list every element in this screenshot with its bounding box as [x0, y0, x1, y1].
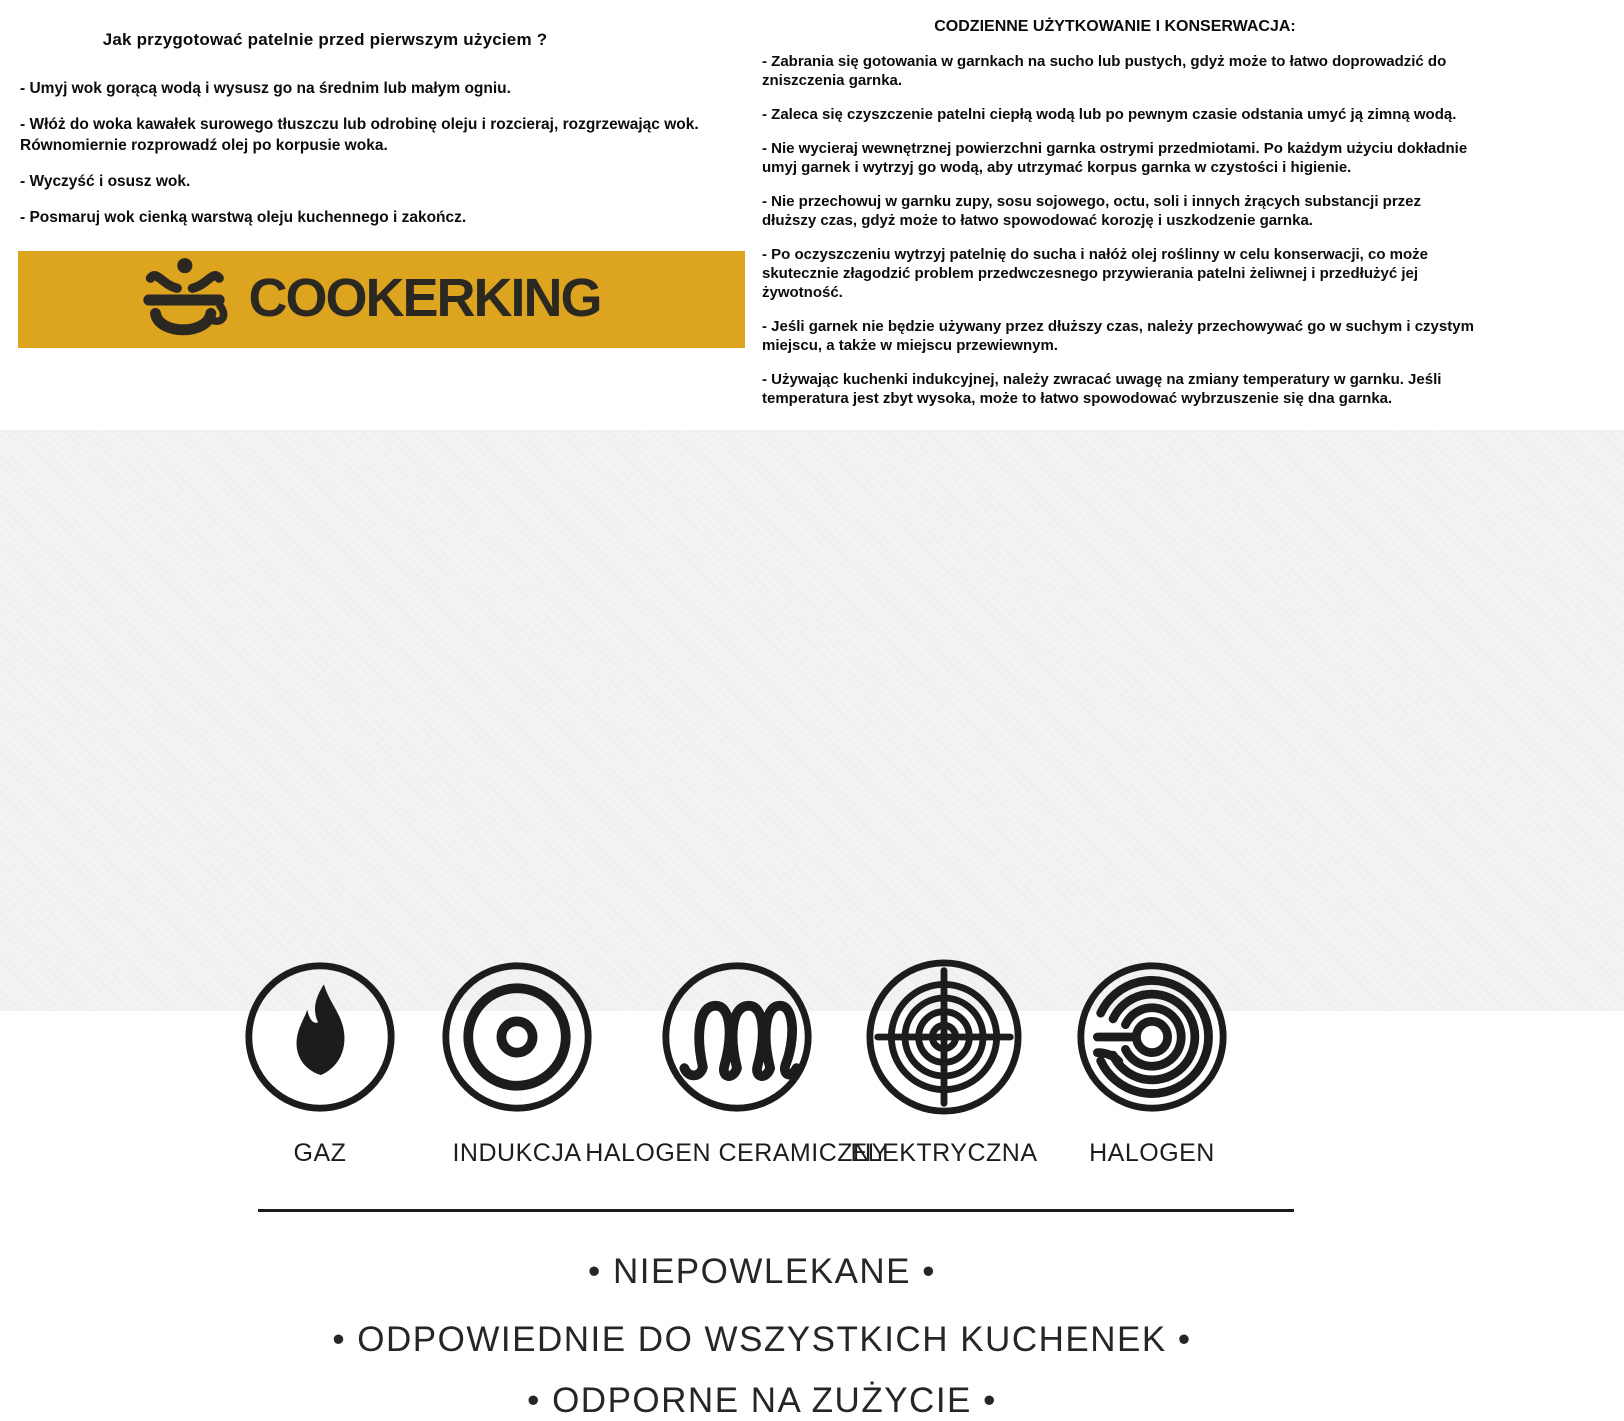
- induction-icon: [439, 959, 595, 1115]
- maintenance-rule: - Zabrania się gotowania w garnkach na sucho lub pustych, gdyż może to łatwo doprowadzić do zniszczenia garnka.: [762, 53, 1447, 89]
- hob-label: INDUKCJA: [452, 1139, 582, 1167]
- halogen-ceramic-coil-icon: [659, 959, 815, 1115]
- crown-right-arm: [193, 275, 220, 288]
- brand-name: COOKERKING: [248, 267, 601, 328]
- compatibility-section: [0, 430, 1624, 1420]
- preparation-step: - Wyczyść i osusz wok.: [20, 173, 191, 190]
- feature-odporne: • ODPORNE NA ZUŻYCIE •: [527, 1381, 997, 1420]
- section-divider: [258, 1209, 1294, 1212]
- crowned-wok-icon: [132, 256, 236, 344]
- feature-niepowlekane: • NIEPOWLEKANE •: [587, 1252, 937, 1291]
- feature-odpowiednie: • ODPOWIEDNIE DO WSZYSTKICH KUCHENEK •: [332, 1320, 1192, 1359]
- brand-banner: [18, 251, 745, 348]
- preparation-step: - Włóż do woka kawałek surowego tłuszczu lub odrobinę oleju i rozcieraj, rozgrzewając wok. Równomiernie rozprowadź olej po korpusie woka.: [20, 116, 699, 154]
- crown-left-arm: [151, 275, 178, 288]
- wok-body: [156, 313, 211, 329]
- preparation-paragraphs: [20, 78, 712, 243]
- hob-label: HALOGEN CERAMICZNY: [585, 1139, 889, 1167]
- preparation-title: Jak przygotować patelnie przed pierwszym użyciem ?: [102, 30, 548, 49]
- hob-label: ELEKTRYCZNA: [850, 1139, 1038, 1167]
- maintenance-rule: - Nie przechowuj w garnku zupy, sosu sojowego, octu, soli i innych żrących substancji przez dłuższy czas, gdyż może to łatwo spowodować korozję i uszkodzenie garnka.: [762, 193, 1422, 229]
- preparation-step: - Posmaruj wok cienką warstwą oleju kuchennego i zakończ.: [20, 209, 467, 226]
- crown-dot: [178, 258, 193, 273]
- maintenance-rule: - Używając kuchenki indukcyjnej, należy zwracać uwagę na zmiany temperatury w garnku. Jeśli temperatura jest zbyt wysoka, może to łatwo spowodować wybrzuszenie się dna garnka.: [762, 371, 1442, 407]
- maintenance-rule: - Zaleca się czyszczenie patelni ciepłą wodą lub po pewnym czasie odstania umyć ją zimną wodą.: [762, 106, 1457, 123]
- maintenance-rule: - Po oczyszczeniu wytrzyj patelnię do sucha i nałóż olej roślinny w celu konserwacji, co może skutecznie złagodzić problem przedwczesnego przywierania patelni żeliwnej i przedłużyć jej żywotność.: [762, 246, 1429, 301]
- maintenance-paragraphs: [762, 52, 1474, 423]
- preparation-step: - Umyj wok gorącą wodą i wysusz go na średnim lub małym ogniu.: [20, 80, 511, 97]
- maintenance-title: CODZIENNE UŻYTKOWANIE I KONSERWACJA:: [934, 18, 1296, 35]
- maintenance-rule: - Jeśli garnek nie będzie używany przez dłuższy czas, należy przechowywać go w suchym i czystym miejscu, a także w miejscu przewiewnym.: [762, 318, 1474, 354]
- electric-target-icon: [866, 959, 1022, 1115]
- hob-label: HALOGEN: [1089, 1139, 1215, 1167]
- hob-label: GAZ: [293, 1139, 347, 1167]
- halogen-spiral-icon: [1074, 959, 1230, 1115]
- hob-halogen: [1002, 959, 1302, 1168]
- maintenance-rule: - Nie wycieraj wewnętrznej powierzchni garnka ostrymi przedmiotami. Po każdym użyciu dokładnie umyj garnek i wytrzyj go wodą, aby utrzymać korpus garnka w czystości i higienie.: [762, 140, 1468, 176]
